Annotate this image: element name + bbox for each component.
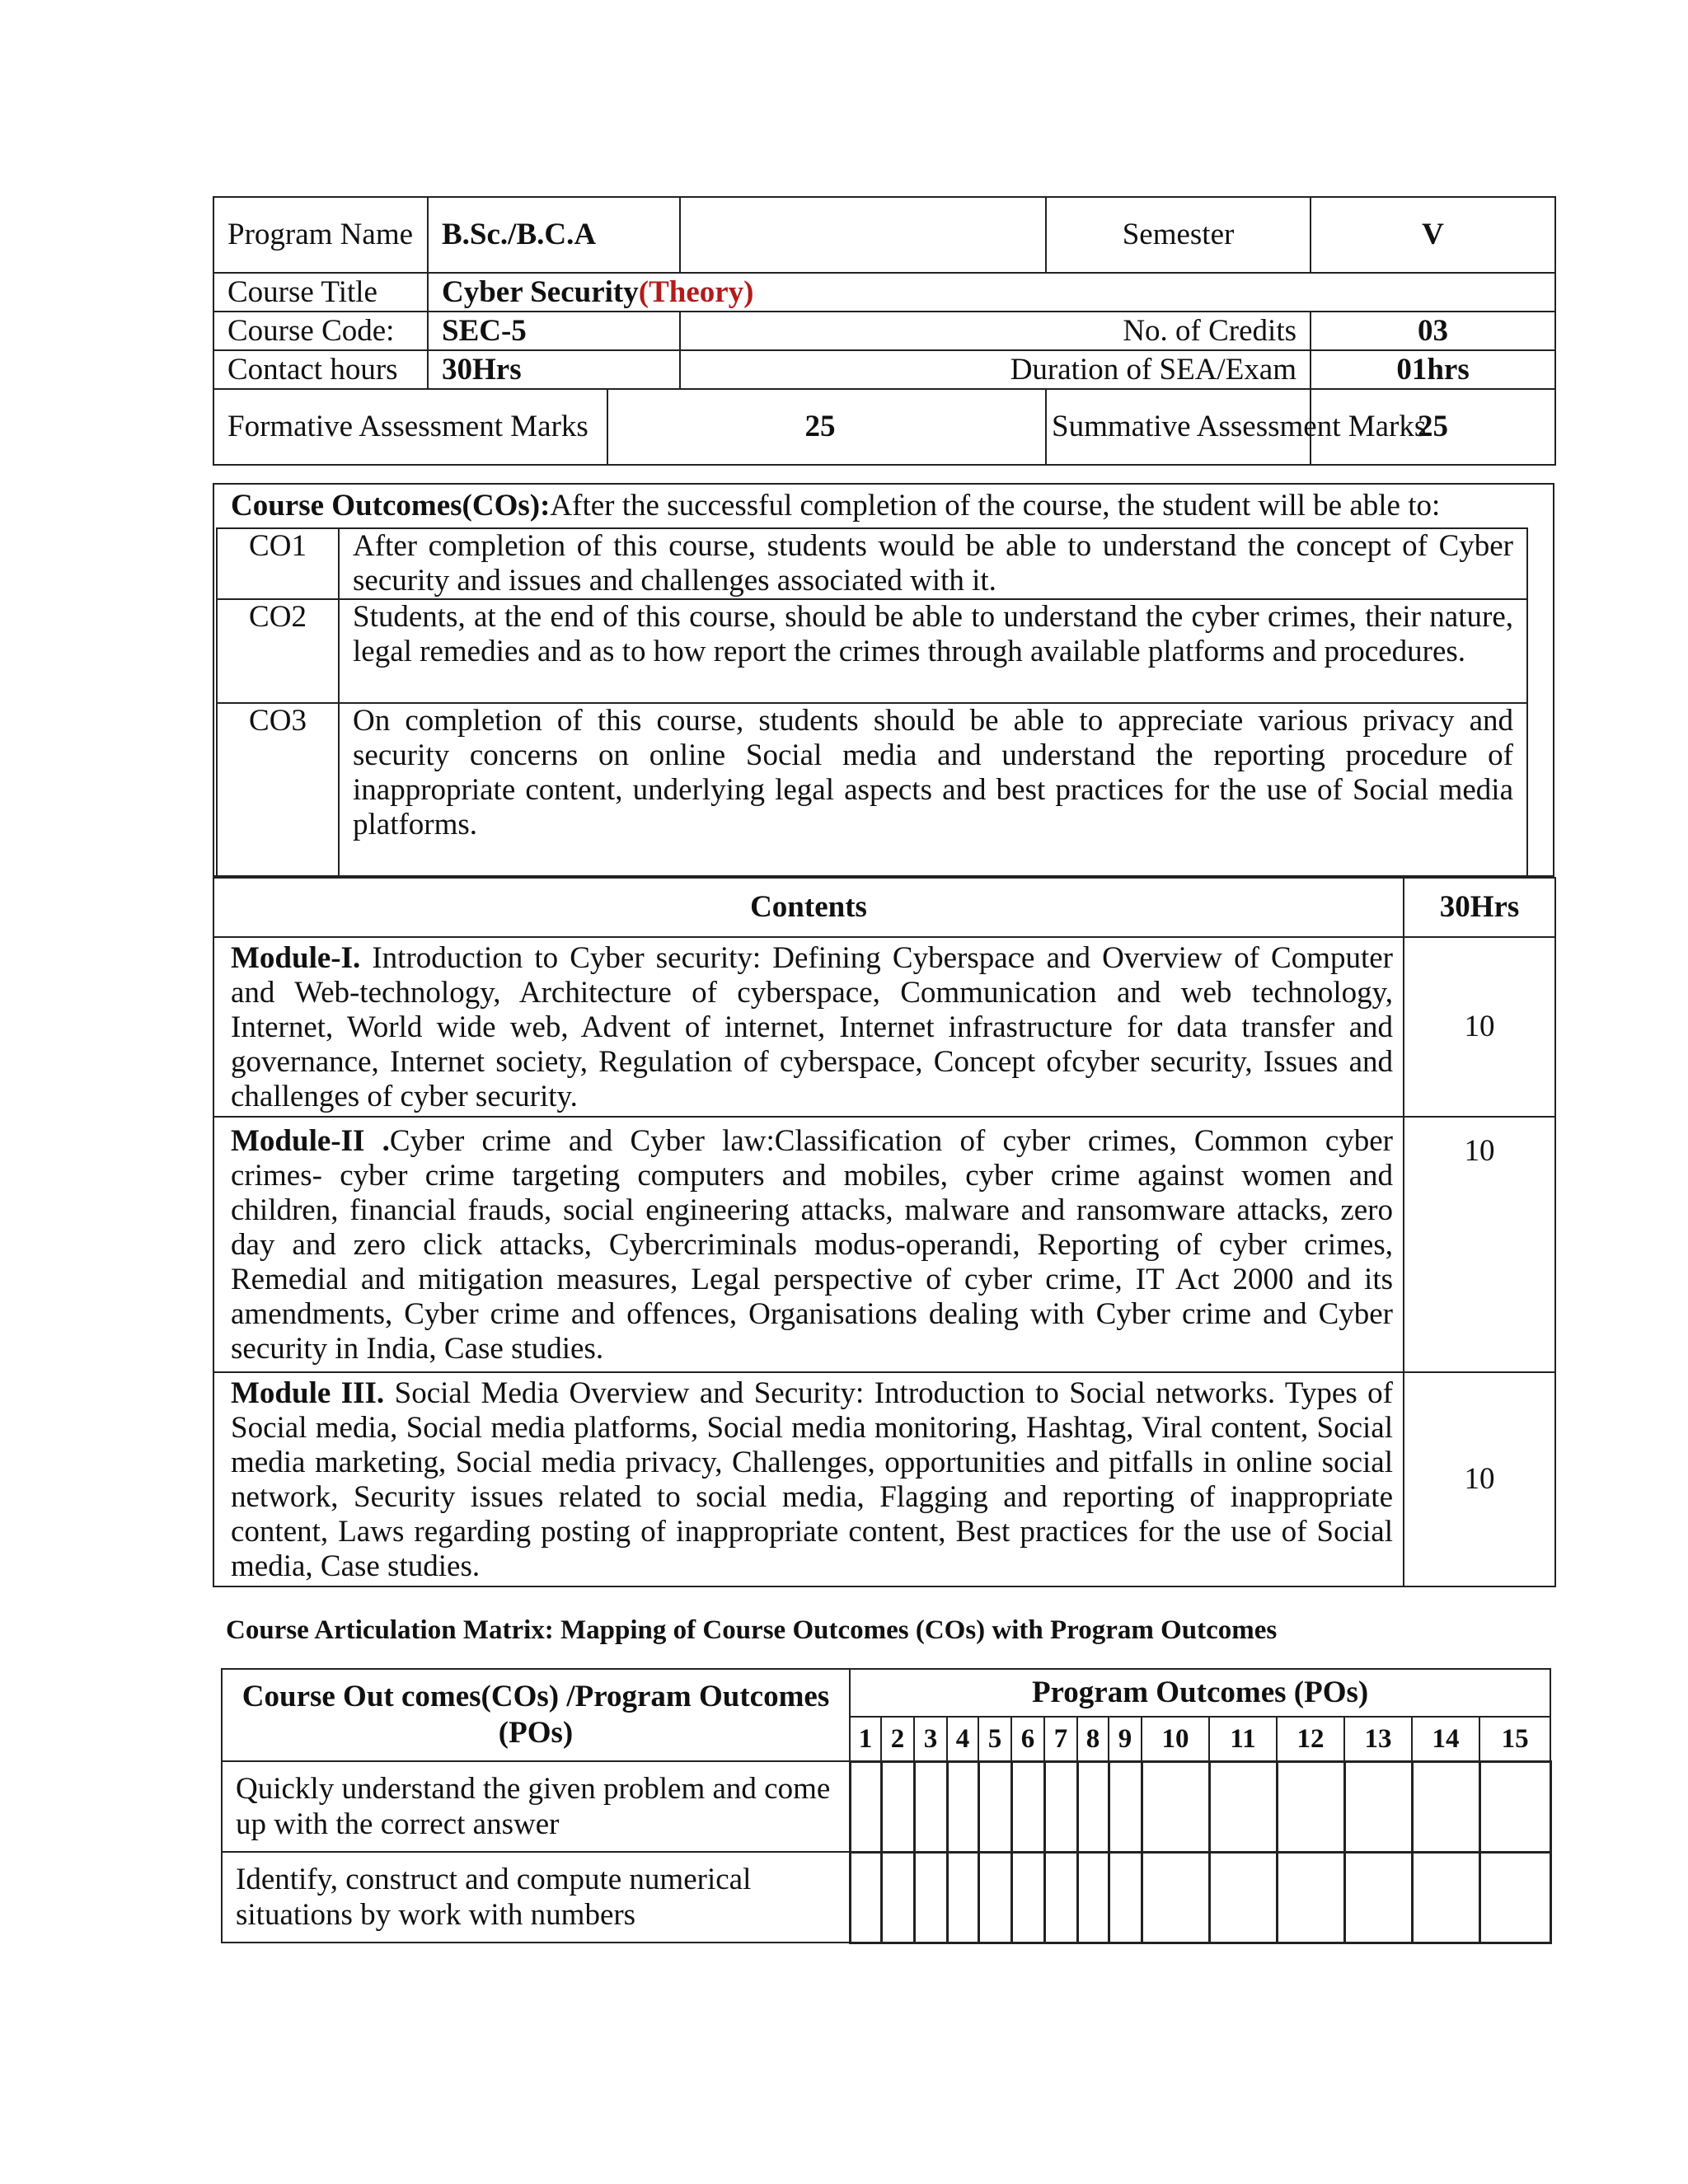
matrix-cell [881,1761,914,1852]
matrix-cell [1344,1761,1412,1852]
po-number: 15 [1479,1717,1550,1761]
co-id: CO3 [217,703,339,878]
matrix-row [222,1852,1550,1943]
po-number: 7 [1044,1717,1077,1761]
summative-value: 25 [1311,389,1555,465]
course-outcomes-intro: After the successful completion of the course, the student will be able to: [550,489,1441,523]
po-number: 2 [881,1717,914,1761]
module-hours: 10 [1404,1372,1555,1586]
credits-label: No. of Credits [680,312,1311,350]
matrix-cell [1209,1852,1277,1943]
module-text: Cyber crime and Cyber law:Classification of cyber crimes, Common cyber crimes- cyber crime targeting computers and mobiles, cyber crime against women and children, financial frauds, social engineering attacks, malware and ransomware attacks, zero day and zero click attacks, Cybercriminals modus-operandi, Reporting of cyber crimes, Remedial and mitigation measures, Legal perspective of cyber crime, IT Act 2000 and its amendments, Cyber crime and offences, Organisations dealing with Cyber crime and Cyber security in India, Case studies. [231,1124,1393,1366]
course-title-text: Cyber Security [442,274,639,309]
credits-value: 03 [1311,312,1555,350]
matrix-cell [1277,1852,1344,1943]
po-number: 4 [947,1717,978,1761]
course-info-table [213,196,1556,466]
module-text: Social Media Overview and Security: Introduction to Social networks. Types of Social media, Social media platforms, Social media monitoring, Hashtag, Viral content, Social media marketing, Social media privacy, Challenges, opportunities and pitfalls in online social network, Security issues related to social media, Flagging and reporting of inappropriate content, Laws regarding posting of inappropriate content, Best practices for the use of Social media, Case studies. [231,1376,1393,1583]
matrix-cell [1077,1761,1109,1852]
module-text: Introduction to Cyber security: Defining Cyberspace and Overview of Computer and Web-technology, Architecture of cyberspace, Communication and web technology, Internet, World wide web, Advent of internet, Internet infrastructure for data transfer and governance, Internet society, Regulation of cyberspace, Concept ofcyber security, Issues and challenges of cyber security. [231,941,1393,1113]
co-id: CO1 [217,528,339,599]
po-number: 5 [978,1717,1011,1761]
matrix-cell [1344,1852,1412,1943]
matrix-cell [1479,1852,1550,1943]
semester-value: V [1311,197,1555,273]
course-title-value [428,273,1555,312]
matrix-row [222,1761,1550,1852]
matrix-cell [1044,1852,1077,1943]
po-number: 11 [1209,1717,1277,1761]
assessment-row [213,389,1555,465]
matrix-cell [978,1761,1011,1852]
matrix-row-header: Course Out comes(COs) /Program Outcomes (POs) [222,1669,850,1761]
module-title: Module III. [231,1376,385,1410]
contact-hours-label: Contact hours [213,350,428,389]
po-number: 12 [1277,1717,1344,1761]
po-number: 3 [914,1717,947,1761]
program-row [213,197,1555,273]
module-description [213,937,1404,1117]
co-id: CO2 [217,599,339,703]
duration-value: 01hrs [1311,350,1555,389]
module-row [213,1372,1555,1586]
matrix-cell [1142,1852,1209,1943]
co-text: After completion of this course, students would be able to understand the concept of Cyber security and issues and challenges associated with it. [339,528,1527,599]
matrix-row-statement: Quickly understand the given problem and come up with the correct answer [222,1761,850,1852]
module-row [213,937,1555,1117]
duration-label: Duration of SEA/Exam [680,350,1311,389]
course-outcomes-table [216,527,1528,879]
course-outcomes-section [213,483,1554,877]
po-number: 10 [1142,1717,1209,1761]
articulation-matrix-title: Course Articulation Matrix: Mapping of Course Outcomes (COs) with Program Outcomes [226,1615,1278,1645]
module-title: Module-I. [231,941,361,975]
summative-label: Summative Assessment Marks [1046,389,1311,465]
co-text: On completion of this course, students should be able to appreciate various privacy and security concerns on online Social media and understand the reporting procedure of inappropriate content, underlying legal aspects and best practices for the use of Social media platforms. [339,703,1527,878]
course-title-label: Course Title [213,273,428,312]
course-outcomes-title: Course Outcomes(COs): [231,489,551,523]
matrix-cell [850,1852,881,1943]
matrix-cell [947,1852,978,1943]
contact-hours-value: 30Hrs [428,350,680,389]
course-title-row [213,273,1555,312]
course-code-value: SEC-5 [428,312,680,350]
module-title: Module-II . [231,1124,390,1158]
co-row [217,703,1527,878]
matrix-cell [1077,1852,1109,1943]
matrix-cell [1044,1761,1077,1852]
po-number: 13 [1344,1717,1412,1761]
module-description [213,1372,1404,1586]
course-code-label: Course Code: [213,312,428,350]
matrix-cell [1142,1761,1209,1852]
course-code-row [213,312,1555,350]
matrix-cell [914,1761,947,1852]
module-hours: 10 [1404,1117,1555,1372]
contents-table [213,877,1556,1587]
po-number: 1 [850,1717,881,1761]
co-row [217,528,1527,599]
articulation-matrix-table [221,1668,1552,1944]
matrix-cell [1412,1761,1479,1852]
course-outcomes-heading [231,488,1541,524]
co-text: Students, at the end of this course, should be able to understand the cyber crimes, their nature, legal remedies and as to how report the crimes through available platforms and procedures. [339,599,1527,703]
matrix-row-statement: Identify, construct and compute numerical situations by work with numbers [222,1852,850,1943]
matrix-cell [1412,1852,1479,1943]
po-number: 9 [1109,1717,1142,1761]
matrix-cell [1109,1852,1142,1943]
program-name-value: B.Sc./B.C.A [428,197,680,273]
formative-label: Formative Assessment Marks [213,389,607,465]
po-number: 8 [1077,1717,1109,1761]
po-number: 6 [1011,1717,1044,1761]
module-hours: 10 [1404,937,1555,1117]
contents-total-hours: 30Hrs [1404,878,1555,937]
matrix-cell [1011,1852,1044,1943]
matrix-cell [947,1761,978,1852]
matrix-cell [978,1852,1011,1943]
module-row [213,1117,1555,1372]
program-spacer [680,197,1046,273]
course-title-suffix: (Theory) [638,274,754,309]
contact-hours-row [213,350,1555,389]
contents-header-row [213,878,1555,937]
matrix-cell [1011,1761,1044,1852]
contents-header: Contents [213,878,1404,937]
semester-label: Semester [1046,197,1311,273]
po-number: 14 [1412,1717,1479,1761]
matrix-header-row [222,1669,1550,1717]
matrix-cell [1479,1761,1550,1852]
matrix-cell [1277,1761,1344,1852]
matrix-cell [850,1761,881,1852]
program-name-label: Program Name [213,197,428,273]
co-row [217,599,1527,703]
matrix-cell [881,1852,914,1943]
po-header: Program Outcomes (POs) [850,1669,1550,1717]
module-description [213,1117,1404,1372]
matrix-cell [914,1852,947,1943]
matrix-cell [1209,1761,1277,1852]
formative-value: 25 [607,389,1046,465]
matrix-cell [1109,1761,1142,1852]
